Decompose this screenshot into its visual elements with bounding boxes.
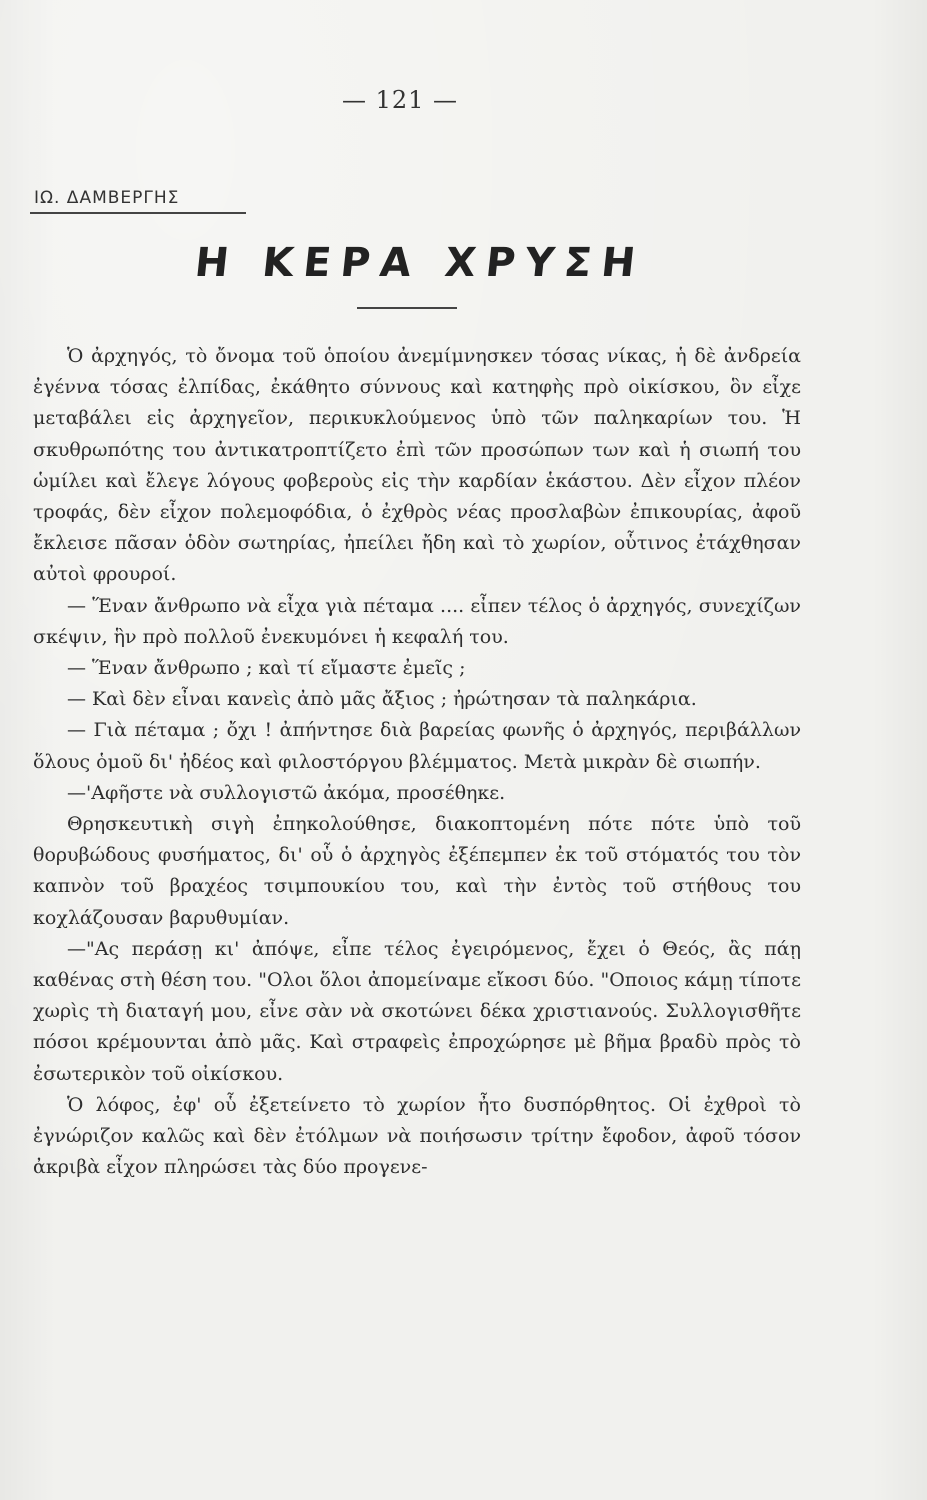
paragraph: — Ἕναν ἄνθρωπο νὰ εἶχα γιὰ πέταμα .... εἶπεν τέλος ὁ ἀρχηγός, συνεχίζων σκέψιν, ἣν πρὸ πολλοῦ ἐνεκυμόνει ἡ κεφαλή του. xyxy=(33,594,801,648)
paragraph: Ὁ ἀρχηγός, τὸ ὄνομα τοῦ ὁποίου ἀνεμίμνησκεν τόσας νίκας, ἡ δὲ ἀνδρεία ἐγέννα τόσας ἐλπίδας, ἐκάθητο σύννους καὶ κατηφὴς πρὸ οἰκίσκου, ὃν εἶχε μεταβάλει εἰς ἀρχηγεῖον, περικυκλούμενος ὑπὸ τῶν παληκαρίων του. Ἡ σκυθρωπότης του ἀντικατροπτίζετο ἐπὶ τῶν προσώπων των καὶ ἡ σιωπή του ὡμίλει καὶ ἔλεγε λόγους φοβεροὺς εἰς τὴν καρδίαν ἑκάστου. Δὲν εἶχον πλέον τροφάς, δὲν εἶχον πολεμοφόδια, ὁ ἐχθρὸς νέας προσλαβὼν ἐπικουρίας, ἀφοῦ ἔκλεισε πᾶσαν ὁδὸν σωτηρίας, ἠπείλει ἤδη καὶ τὸ χωρίον, οὗτινος ἐτάχθησαν αὐτοὶ φρουροί. xyxy=(33,345,801,586)
paragraph: —'Αφῆστε νὰ συλλογιστῶ ἀκόμα, προσέθηκε. xyxy=(67,781,506,804)
paragraph: —"Ας περάσῃ κι' ἀπόψε, εἶπε τέλος ἐγειρόμενος, ἔχει ὁ Θεός, ἂς πάῃ καθένας στὴ θέση του. "Ολοι ὅλοι ἀπομείναμε εἴκοσι δύο. "Οποιος κάμῃ τίποτε χωρὶς τὴ διαταγή μου, εἶνε σὰν νὰ σκοτώνει δέκα χριστιανούς. Συλλογισθῆτε πόσοι κρέμουνται ἀπὸ μᾶς. Καὶ στραφεὶς ἐπροχώρησε μὲ βῆμα βραδὺ πρὸς τὸ ἐσωτερικὸν τοῦ οἰκίσκου. xyxy=(33,937,802,1085)
title-rule xyxy=(357,307,457,309)
paragraph: — Καὶ δὲν εἶναι κανεὶς ἀπὸ μᾶς ἄξιος ; ἠρώτησαν τὰ παληκάρια. xyxy=(67,688,697,711)
author-name: ΙΩ. ΔΑΜΒΕΡΓΗΣ xyxy=(34,188,180,208)
author-underline xyxy=(30,212,246,214)
story-title: Η ΚΕΡΑ ΧΡΥΣΗ xyxy=(192,240,648,286)
page-number: — 121 — xyxy=(341,86,459,114)
story-body xyxy=(33,341,801,1183)
paragraph: Ὁ λόφος, ἐφ' οὗ ἐξετείνετο τὸ χωρίον ἦτο δυσπόρθητος. Οἱ ἐχθροὶ τὸ ἐγνώριζον καλῶς καὶ δὲν ἐτόλμων νὰ ποιήσωσιν τρίτην ἔφοδον, ἀφοῦ τόσον ἀκριβὰ εἶχον πληρώσει τὰς δύο προγενε- xyxy=(33,1093,801,1179)
paragraph: — Ἕναν ἄνθρωπο ; καὶ τί εἴμαστε ἐμεῖς ; xyxy=(67,657,466,680)
paragraph: — Γιὰ πέταμα ; ὄχι ! ἀπήντησε διὰ βαρείας φωνῆς ὁ ἀρχηγός, περιβάλλων ὅλους ὁμοῦ δι' ἠδέος καὶ φιλοστόργου βλέμματος. Μετὰ μικρὰν δὲ σιωπήν. xyxy=(33,719,801,773)
paragraph: Θρησκευτικὴ σιγὴ ἐπηκολούθησε, διακοπτομένη πότε πότε ὑπὸ τοῦ θορυβώδους φυσήματος, δι' οὗ ὁ ἀρχηγὸς ἐξέπεμπεν ἐκ τοῦ στόματός του τὸν καπνὸν τοῦ βραχέος τσιμπουκίου του, καὶ τὴν ἐντὸς τοῦ στήθους του κοχλάζουσαν βαρυθυμίαν. xyxy=(33,813,801,929)
